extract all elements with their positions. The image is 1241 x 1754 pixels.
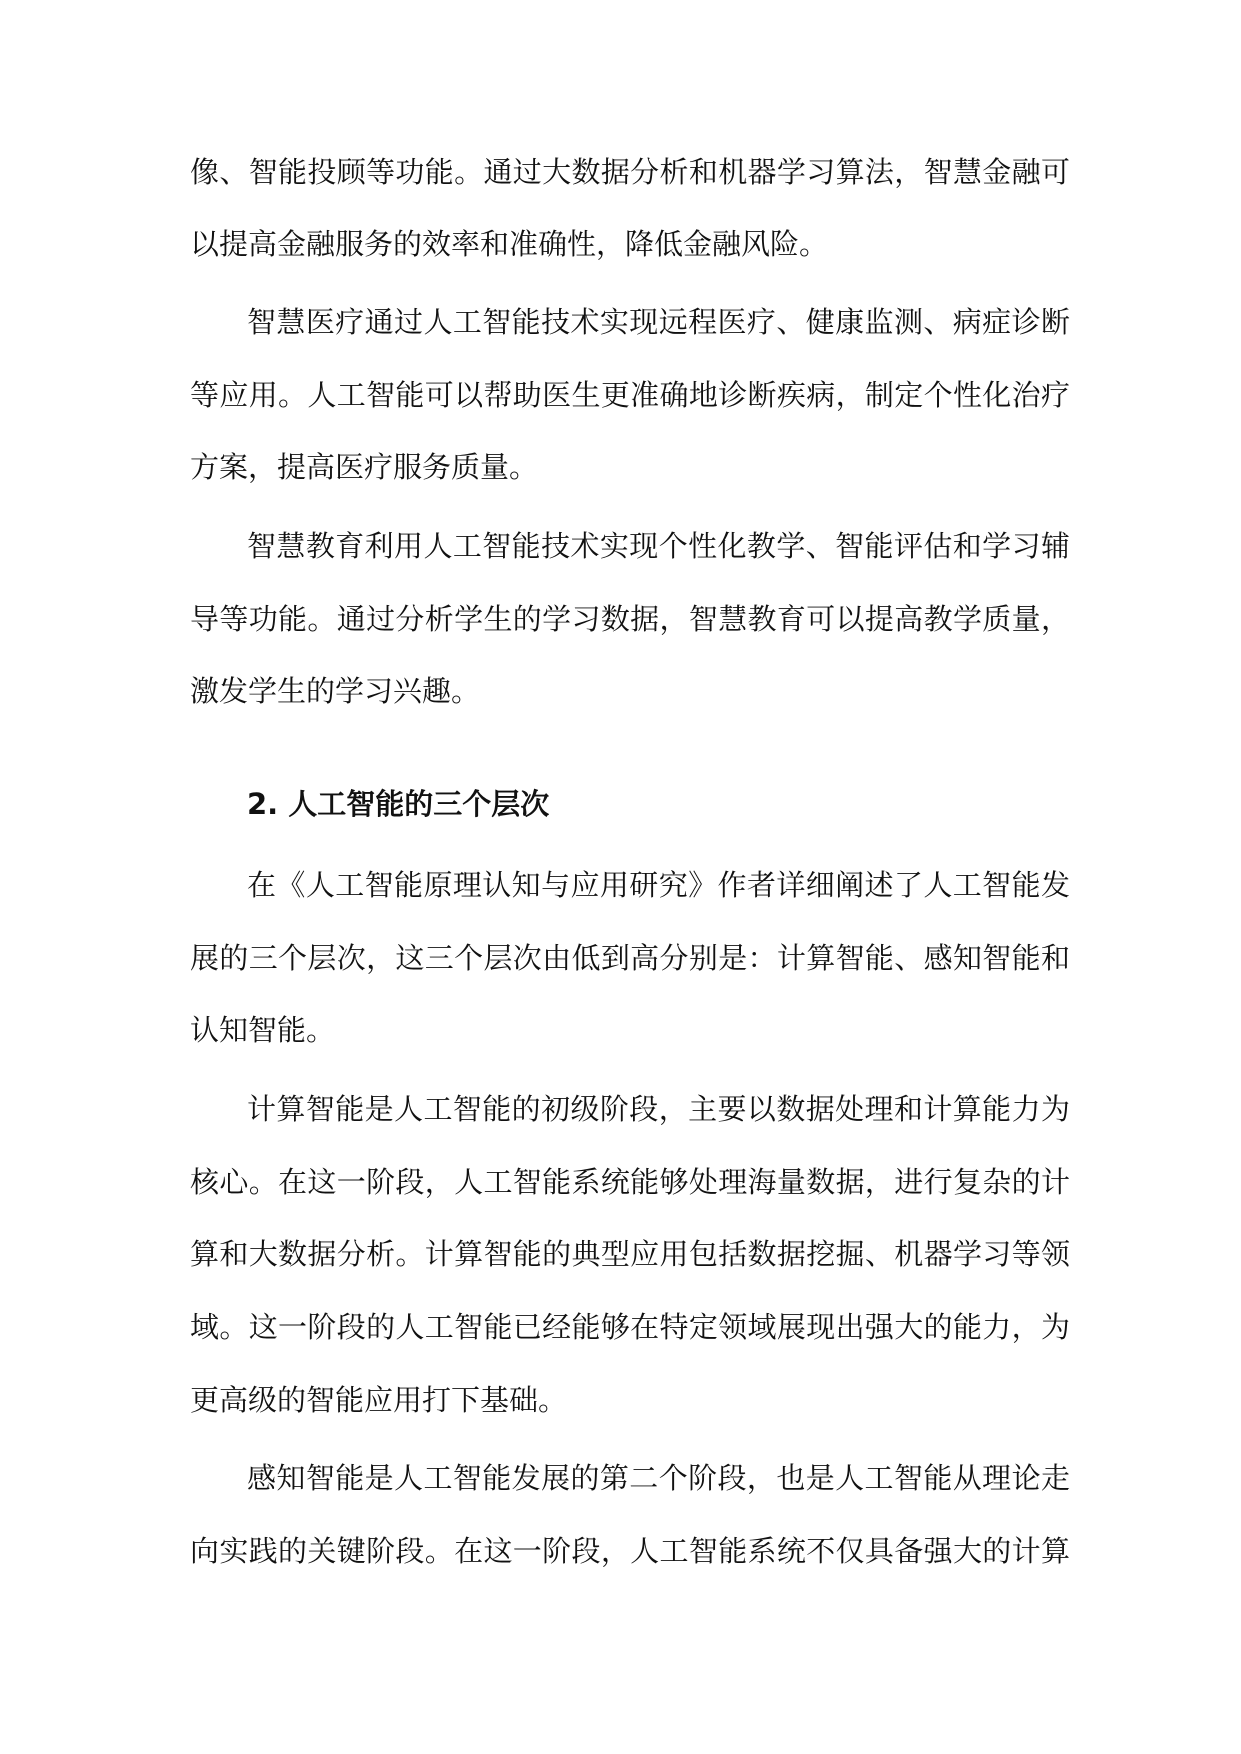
paragraph-line: 导等功能。通过分析学生的学习数据，智慧教育可以提高教学质量， [190,602,1070,636]
paragraph-line: 更高级的智能应用打下基础。 [190,1383,568,1417]
paragraph-line: 智慧医疗通过人工智能技术实现远程医疗、健康监测、病症诊断 [247,305,1070,339]
paragraph-line: 感知智能是人工智能发展的第二个阶段，也是人工智能从理论走 [247,1461,1070,1495]
paragraph-line: 域。这一阶段的人工智能已经能够在特定领域展现出强大的能力，为 [190,1310,1070,1344]
paragraph-line: 等应用。人工智能可以帮助医生更准确地诊断疾病，制定个性化治疗 [190,378,1070,412]
paragraph-line: 方案，提高医疗服务质量。 [190,450,539,484]
paragraph-line: 展的三个层次，这三个层次由低到高分别是：计算智能、感知智能和 [190,941,1070,975]
paragraph-line: 向实践的关键阶段。在这一阶段，人工智能系统不仅具备强大的计算 [190,1534,1070,1568]
paragraph-line: 算和大数据分析。计算智能的典型应用包括数据挖掘、机器学习等领 [190,1237,1070,1271]
paragraph-line: 认知智能。 [190,1013,336,1047]
paragraph-line: 核心。在这一阶段，人工智能系统能够处理海量数据，进行复杂的计 [190,1165,1070,1199]
paragraph-line: 在《人工智能原理认知与应用研究》作者详细阐述了人工智能发 [247,868,1070,902]
paragraph-line: 像、智能投顾等功能。通过大数据分析和机器学习算法，智慧金融可 [190,155,1070,189]
paragraph-line: 激发学生的学习兴趣。 [190,674,481,708]
paragraph-line: 智慧教育利用人工智能技术实现个性化教学、智能评估和学习辅 [247,529,1070,563]
paragraph-line: 计算智能是人工智能的初级阶段，主要以数据处理和计算能力为 [247,1092,1070,1126]
paragraph-line: 以提高金融服务的效率和准确性，降低金融风险。 [190,227,829,261]
section-heading: 2. 人工智能的三个层次 [247,787,550,821]
